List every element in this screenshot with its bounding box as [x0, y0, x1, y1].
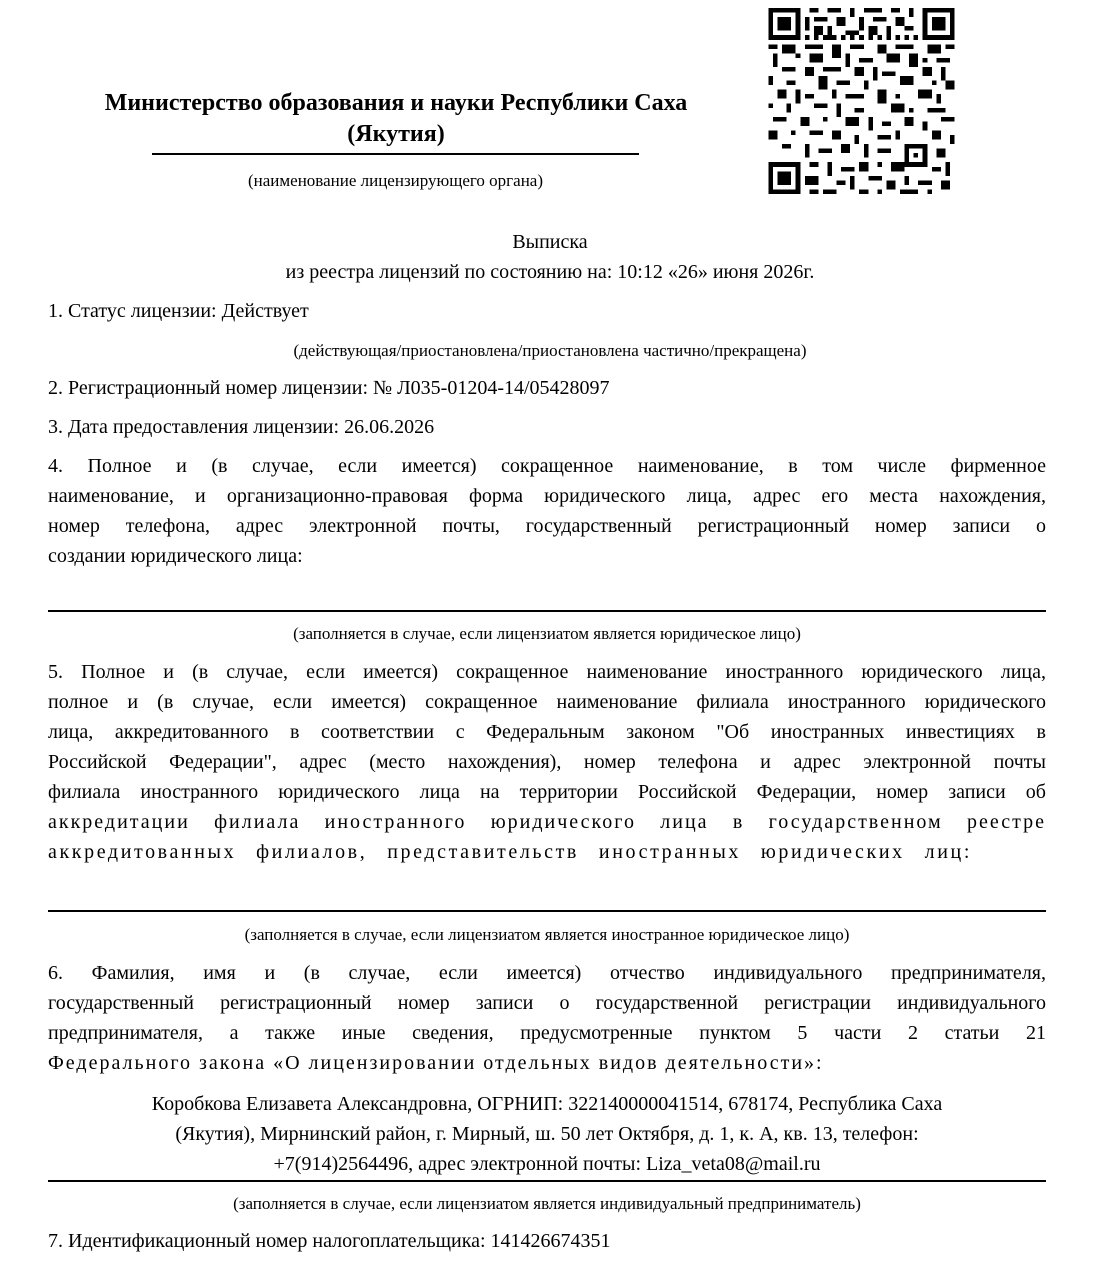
item6-underline — [48, 1180, 1046, 1182]
item6-caption: (заполняется в случае, если лицензиатом является индивидуальный предприниматель) — [233, 1194, 861, 1213]
item4-blank-line — [48, 610, 1046, 612]
authority-line-2: (Якутия) — [347, 121, 445, 147]
item5-caption: (заполняется в случае, если лицензиатом является иностранное юридическое лицо) — [244, 925, 850, 944]
authority-underline — [152, 153, 639, 155]
item5-line: аккредитации филиала иностранного юридического лица в государственном реестре — [48, 811, 1046, 833]
item5-line: аккредитованных филиалов, представительств иностранных юридических лиц: — [48, 841, 972, 863]
item5-line: филиала иностранного юридического лица на территории Российской Федерации, номер записи об — [48, 781, 1046, 803]
entrepreneur-details-line: (Якутия), Мирнинский район, г. Мирный, ш. 50 лет Октября, д. 1, к. А, кв. 13, телефон: — [175, 1123, 919, 1145]
item6-line: Федерального закона «О лицензировании отдельных видов деятельности»: — [48, 1052, 824, 1074]
authority-caption: (наименование лицензирующего органа) — [247, 171, 543, 190]
item4-line: номер телефона, адрес электронной почты, государственный регистрационный номер записи о — [48, 515, 1046, 537]
item5-line: 5. Полное и (в случае, если имеется) сокращенное наименование иностранного юридического лица, — [48, 661, 1046, 683]
entrepreneur-details-line: Коробкова Елизавета Александровна, ОГРНИП: 322140000041514, 678174, Республика Саха — [151, 1093, 943, 1115]
taxpayer-id: 7. Идентификационный номер налогоплательщика: 141426674351 — [48, 1230, 611, 1252]
licensing-authority-name — [60, 88, 732, 150]
entrepreneur-details — [0, 1089, 1094, 1179]
license-date: 3. Дата предоставления лицензии: 26.06.2026 — [48, 416, 435, 438]
document-subtitle: из реестра лицензий по состоянию на: 10:12 «26» июня 2026г. — [285, 261, 815, 283]
item6-line: государственный регистрационный номер записи о государственной регистрации индивидуального — [48, 992, 1046, 1014]
item4-line: наименование, и организационно-правовая форма юридического лица, адрес его места нахождения, — [48, 485, 1046, 507]
item4-line: создании юридического лица: — [48, 545, 303, 567]
item4-line: 4. Полное и (в случае, если имеется) сокращенное наименование, в том числе фирменное — [48, 455, 1046, 477]
item4-caption: (заполняется в случае, если лицензиатом является юридическое лицо) — [293, 624, 801, 643]
document-title: Выписка — [512, 231, 588, 253]
entrepreneur-details-line: +7(914)2564496, адрес электронной почты: Liza_veta08@mail.ru — [273, 1153, 821, 1175]
item5-line: Российской Федерации", адрес (место нахождения), номер телефона и адрес электронной почты — [48, 751, 1046, 773]
item6-line: предпринимателя, а также иные сведения, предусмотренные пунктом 5 части 2 статьи 21 — [48, 1022, 1046, 1044]
item5-line: полное и (в случае, если имеется) сокращенное наименование филиала иностранного юридического — [48, 691, 1046, 713]
item4-text — [48, 451, 1046, 571]
license-status: 1. Статус лицензии: Действует — [48, 300, 309, 322]
item5-text — [48, 657, 1046, 867]
item5-blank-line — [48, 910, 1046, 912]
item5-line: лица, аккредитованного в соответствии с Федеральным законом "Об иностранных инвестициях в — [48, 721, 1046, 743]
qr-code-icon — [767, 8, 956, 194]
item6-text — [48, 958, 1046, 1078]
item6-line: 6. Фамилия, имя и (в случае, если имеется) отчество индивидуального предпринимателя, — [48, 962, 1046, 984]
license-reg-number: 2. Регистрационный номер лицензии: № Л035-01204-14/05428097 — [48, 377, 610, 399]
license-status-caption: (действующая/приостановлена/приостановлена частично/прекращена) — [293, 341, 807, 360]
authority-line-1: Министерство образования и науки Республики Саха — [104, 90, 688, 116]
